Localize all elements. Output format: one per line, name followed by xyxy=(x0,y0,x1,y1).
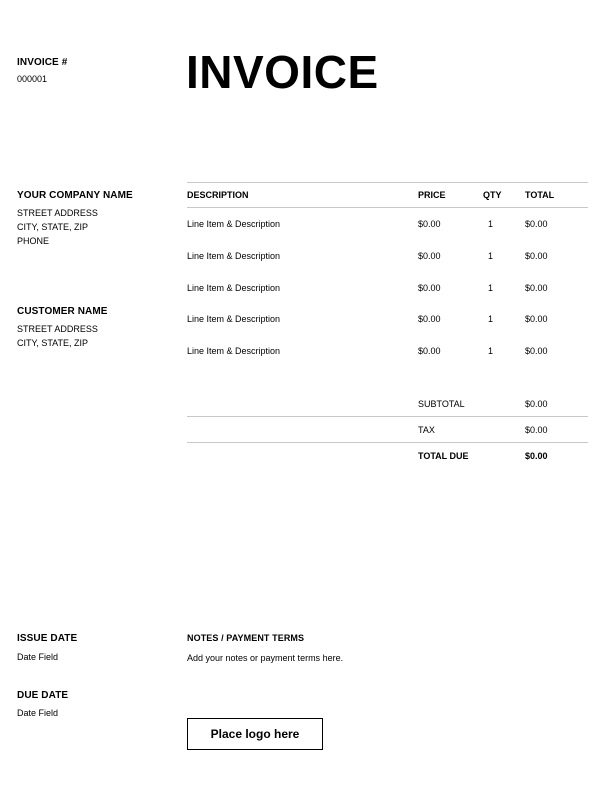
row-price: $0.00 xyxy=(418,251,441,261)
row-qty: 1 xyxy=(488,283,494,293)
row-total: $0.00 xyxy=(525,314,548,324)
row-total: $0.00 xyxy=(525,283,548,293)
logo-placeholder-label: Place logo here xyxy=(210,727,300,741)
total-due-label: TOTAL DUE xyxy=(418,451,469,461)
row-description: Line Item & Description xyxy=(187,314,281,324)
logo-placeholder xyxy=(187,718,323,750)
row-description: Line Item & Description xyxy=(187,219,281,229)
row-description: Line Item & Description xyxy=(187,283,281,293)
notes-label: NOTES / PAYMENT TERMS xyxy=(187,633,305,643)
invoice-number-value: 000001 xyxy=(17,74,48,84)
page-title: INVOICE xyxy=(186,46,379,98)
row-price: $0.00 xyxy=(418,219,441,229)
company-city: CITY, STATE, ZIP xyxy=(17,222,89,232)
row-price: $0.00 xyxy=(418,314,441,324)
subtotal-label: SUBTOTAL xyxy=(418,399,465,409)
company-street: STREET ADDRESS xyxy=(17,208,98,218)
header-total: TOTAL xyxy=(525,190,555,200)
row-qty: 1 xyxy=(488,346,494,356)
customer-name: CUSTOMER NAME xyxy=(17,306,108,317)
row-description: Line Item & Description xyxy=(187,251,281,261)
header-price: PRICE xyxy=(418,190,446,200)
invoice-number-label: INVOICE # xyxy=(17,57,68,68)
row-qty: 1 xyxy=(488,251,494,261)
due-date-value: Date Field xyxy=(17,708,59,718)
row-total: $0.00 xyxy=(525,251,548,261)
total-due-value: $0.00 xyxy=(525,451,548,461)
due-date-label: DUE DATE xyxy=(17,690,69,701)
row-price: $0.00 xyxy=(418,346,441,356)
subtotal-divider xyxy=(187,416,588,417)
tax-divider xyxy=(187,442,588,443)
row-total: $0.00 xyxy=(525,219,548,229)
issue-date-value: Date Field xyxy=(17,652,59,662)
customer-city: CITY, STATE, ZIP xyxy=(17,338,89,348)
row-description: Line Item & Description xyxy=(187,346,281,356)
notes-text: Add your notes or payment terms here. xyxy=(187,653,344,663)
row-price: $0.00 xyxy=(418,283,441,293)
table-top-divider xyxy=(187,182,588,183)
header-description: DESCRIPTION xyxy=(187,190,249,200)
issue-date-label: ISSUE DATE xyxy=(17,633,78,644)
subtotal-value: $0.00 xyxy=(525,399,548,409)
row-qty: 1 xyxy=(488,314,494,324)
tax-label: TAX xyxy=(418,425,435,435)
tax-value: $0.00 xyxy=(525,425,548,435)
company-phone: PHONE xyxy=(17,236,50,246)
row-total: $0.00 xyxy=(525,346,548,356)
row-qty: 1 xyxy=(488,219,494,229)
customer-street: STREET ADDRESS xyxy=(17,324,98,334)
table-header-divider xyxy=(187,207,588,208)
company-name: YOUR COMPANY NAME xyxy=(17,190,133,201)
header-qty: QTY xyxy=(483,190,502,200)
